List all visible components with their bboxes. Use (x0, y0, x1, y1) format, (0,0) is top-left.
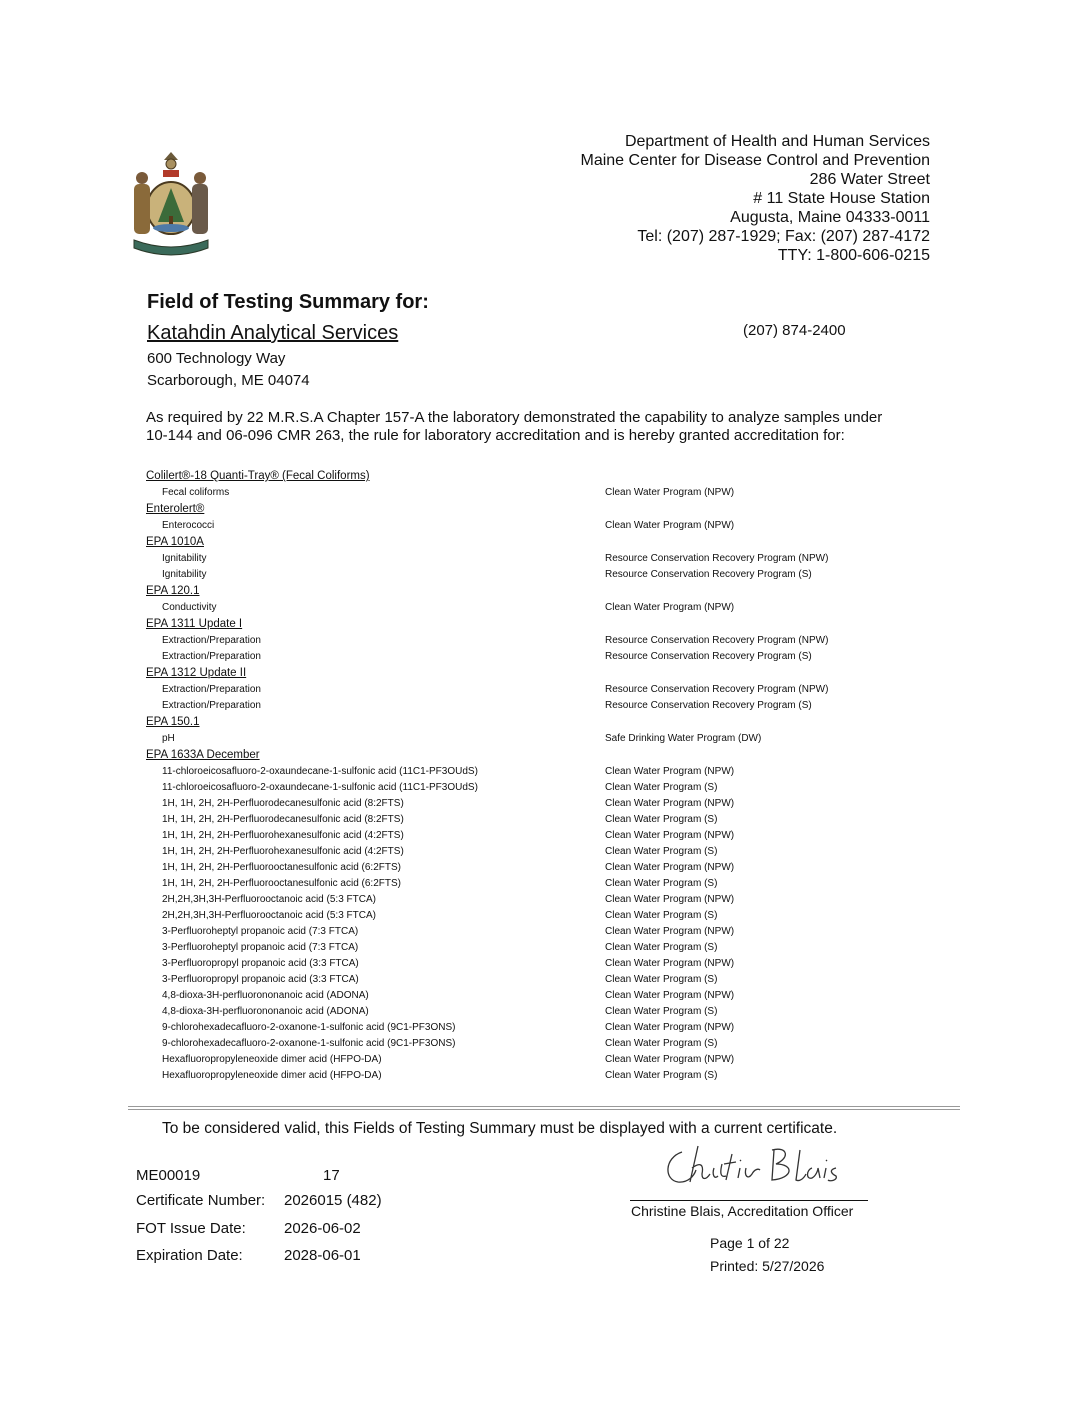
analyte-row (146, 988, 946, 1004)
agency-line: Tel: (207) 287-1929; Fax: (207) 287-4172 (637, 228, 930, 245)
testing-list (146, 468, 946, 1084)
analyte-name: 11-chloroeicosafluoro-2-oxaundecane-1-sulfonic acid (11C1-PF3OUdS) (162, 766, 478, 777)
analyte-name: Fecal coliforms (162, 487, 230, 498)
analyte-row (146, 731, 946, 747)
method-heading: Enterolert® (146, 503, 205, 515)
divider (128, 1106, 960, 1107)
signer-name: Christine Blais, Accreditation Officer (631, 1203, 854, 1219)
analyte-name: 1H, 1H, 2H, 2H-Perfluorodecanesulfonic acid (8:2FTS) (162, 814, 404, 825)
lab-id: ME00019 (136, 1167, 201, 1184)
lab-id-number: 17 (323, 1167, 340, 1184)
program-name: Clean Water Program (S) (605, 878, 718, 889)
method-heading: EPA 1312 Update II (146, 667, 247, 679)
agency-line: Maine Center for Disease Control and Prevention (580, 152, 930, 169)
program-name: Clean Water Program (S) (605, 1006, 718, 1017)
signature-line (630, 1200, 868, 1201)
agency-line: Augusta, Maine 04333-0011 (730, 209, 930, 226)
method-heading: EPA 150.1 (146, 716, 200, 728)
program-name: Clean Water Program (S) (605, 782, 718, 793)
analyte-row (146, 600, 946, 616)
analyte-name: 4,8-dioxa-3H-perfluorononanoic acid (ADONA) (162, 990, 369, 1001)
analyte-name: Extraction/Preparation (162, 700, 261, 711)
analyte-name: Extraction/Preparation (162, 651, 261, 662)
analyte-name: Ignitability (162, 569, 207, 580)
program-name: Resource Conservation Recovery Program (S) (605, 700, 812, 711)
program-name: Clean Water Program (NPW) (605, 1054, 735, 1065)
issue-date-label: FOT Issue Date: (136, 1220, 246, 1237)
program-name: Clean Water Program (NPW) (605, 990, 735, 1001)
program-name: Resource Conservation Recovery Program (S) (605, 651, 812, 662)
program-name: Clean Water Program (NPW) (605, 926, 735, 937)
analyte-name: pH (162, 733, 175, 744)
accreditation-statement: As required by 22 M.R.S.A Chapter 157-A the laboratory demonstrated the capability to analyze samples under 10-144 and 06-096 CMR 263, the rule for laboratory accreditation and is hereby granted accreditation for: (146, 409, 883, 444)
analyte-row (146, 972, 946, 988)
analyte-row (146, 940, 946, 956)
program-name: Clean Water Program (NPW) (605, 602, 735, 613)
analyte-name: 1H, 1H, 2H, 2H-Perfluorohexanesulfonic acid (4:2FTS) (162, 846, 404, 857)
program-name: Clean Water Program (NPW) (605, 798, 735, 809)
certificate-label: Certificate Number: (136, 1192, 266, 1209)
analyte-row (146, 892, 946, 908)
analyte-row (146, 649, 946, 665)
program-name: Clean Water Program (NPW) (605, 862, 735, 873)
program-name: Clean Water Program (NPW) (605, 894, 735, 905)
program-name: Resource Conservation Recovery Program (NPW) (605, 684, 829, 695)
analyte-name: 3-Perfluoroheptyl propanoic acid (7:3 FTCA) (162, 942, 359, 953)
analyte-row (146, 780, 946, 796)
lab-address-street: 600 Technology Way (147, 350, 286, 367)
analyte-row (146, 698, 946, 714)
page-number: Page 1 of 22 (710, 1235, 790, 1251)
analyte-row (146, 633, 946, 649)
program-name: Clean Water Program (S) (605, 974, 718, 985)
analyte-row (146, 860, 946, 876)
analyte-name: Hexafluoropropyleneoxide dimer acid (HFPO-DA) (162, 1054, 382, 1065)
signature-image (660, 1140, 870, 1192)
analyte-name: Extraction/Preparation (162, 684, 261, 695)
analyte-row (146, 1052, 946, 1068)
method-heading: EPA 1633A December (146, 749, 260, 761)
program-name: Clean Water Program (NPW) (605, 487, 735, 498)
analyte-row (146, 1004, 946, 1020)
program-name: Clean Water Program (S) (605, 1070, 718, 1081)
analyte-row (146, 1020, 946, 1036)
analyte-name: 1H, 1H, 2H, 2H-Perfluorodecanesulfonic acid (8:2FTS) (162, 798, 404, 809)
analyte-row (146, 812, 946, 828)
issue-date: 2026-06-02 (284, 1220, 361, 1237)
analyte-row (146, 764, 946, 780)
analyte-row (146, 828, 946, 844)
analyte-row (146, 956, 946, 972)
analyte-name: 4,8-dioxa-3H-perfluorononanoic acid (ADONA) (162, 1006, 369, 1017)
analyte-row (146, 518, 946, 534)
method-heading: EPA 1010A (146, 536, 204, 548)
program-name: Resource Conservation Recovery Program (S) (605, 569, 812, 580)
program-name: Clean Water Program (S) (605, 942, 718, 953)
analyte-name: 2H,2H,3H,3H-Perfluorooctanoic acid (5:3 FTCA) (162, 894, 376, 905)
analyte-name: 9-chlorohexadecafluoro-2-oxanone-1-sulfonic acid (9C1-PF3ONS) (162, 1038, 456, 1049)
analyte-name: 11-chloroeicosafluoro-2-oxaundecane-1-sulfonic acid (11C1-PF3OUdS) (162, 782, 478, 793)
program-name: Clean Water Program (S) (605, 846, 718, 857)
analyte-name: Conductivity (162, 602, 217, 613)
analyte-name: 1H, 1H, 2H, 2H-Perfluorohexanesulfonic acid (4:2FTS) (162, 830, 404, 841)
analyte-name: Enterococci (162, 520, 215, 531)
program-name: Clean Water Program (S) (605, 910, 718, 921)
analyte-row (146, 908, 946, 924)
program-name: Clean Water Program (S) (605, 814, 718, 825)
analyte-row (146, 1036, 946, 1052)
analyte-row (146, 682, 946, 698)
divider (128, 1109, 960, 1110)
analyte-row (146, 551, 946, 567)
analyte-name: 3-Perfluoropropyl propanoic acid (3:3 FTCA) (162, 974, 359, 985)
analyte-name: 1H, 1H, 2H, 2H-Perfluorooctanesulfonic acid (6:2FTS) (162, 862, 401, 873)
certificate-number: 2026015 (482) (284, 1192, 382, 1209)
agency-line: 286 Water Street (809, 171, 930, 188)
expiration-date-label: Expiration Date: (136, 1247, 243, 1264)
state-seal-icon (126, 150, 216, 258)
method-heading: EPA 1311 Update I (146, 618, 243, 630)
page-title: Field of Testing Summary for: (147, 291, 429, 313)
analyte-row (146, 567, 946, 583)
analyte-name: 1H, 1H, 2H, 2H-Perfluorooctanesulfonic acid (6:2FTS) (162, 878, 401, 889)
lab-phone: (207) 874-2400 (743, 322, 846, 339)
method-heading: EPA 120.1 (146, 585, 200, 597)
program-name: Clean Water Program (NPW) (605, 830, 735, 841)
printed-date: Printed: 5/27/2026 (710, 1258, 825, 1274)
method-heading: Colilert®-18 Quanti-Tray® (Fecal Coliforms) (146, 470, 370, 482)
lab-address-city: Scarborough, ME 04074 (147, 372, 310, 389)
program-name: Clean Water Program (S) (605, 1038, 718, 1049)
expiration-date: 2028-06-01 (284, 1247, 361, 1264)
analyte-name: 3-Perfluoroheptyl propanoic acid (7:3 FTCA) (162, 926, 359, 937)
program-name: Clean Water Program (NPW) (605, 958, 735, 969)
analyte-row (146, 796, 946, 812)
analyte-name: Extraction/Preparation (162, 635, 261, 646)
program-name: Safe Drinking Water Program (DW) (605, 733, 762, 744)
program-name: Clean Water Program (NPW) (605, 1022, 735, 1033)
agency-line: # 11 State House Station (753, 190, 930, 207)
analyte-name: 3-Perfluoropropyl propanoic acid (3:3 FTCA) (162, 958, 359, 969)
analyte-name: 9-chlorohexadecafluoro-2-oxanone-1-sulfonic acid (9C1-PF3ONS) (162, 1022, 456, 1033)
agency-line: Department of Health and Human Services (624, 133, 930, 150)
analyte-row (146, 924, 946, 940)
lab-name: Katahdin Analytical Services (147, 322, 399, 344)
agency-address-block (580, 132, 930, 265)
analyte-row (146, 485, 946, 501)
agency-line: TTY: 1-800-606-0215 (777, 247, 930, 264)
program-name: Resource Conservation Recovery Program (NPW) (605, 635, 829, 646)
analyte-name: 2H,2H,3H,3H-Perfluorooctanoic acid (5:3 FTCA) (162, 910, 376, 921)
analyte-row (146, 1068, 946, 1084)
validity-notice: To be considered valid, this Fields of Testing Summary must be displayed with a current certificate. (162, 1120, 838, 1137)
analyte-name: Hexafluoropropyleneoxide dimer acid (HFPO-DA) (162, 1070, 382, 1081)
analyte-name: Ignitability (162, 553, 207, 564)
program-name: Resource Conservation Recovery Program (NPW) (605, 553, 829, 564)
program-name: Clean Water Program (NPW) (605, 766, 735, 777)
program-name: Clean Water Program (NPW) (605, 520, 735, 531)
analyte-row (146, 876, 946, 892)
analyte-row (146, 844, 946, 860)
